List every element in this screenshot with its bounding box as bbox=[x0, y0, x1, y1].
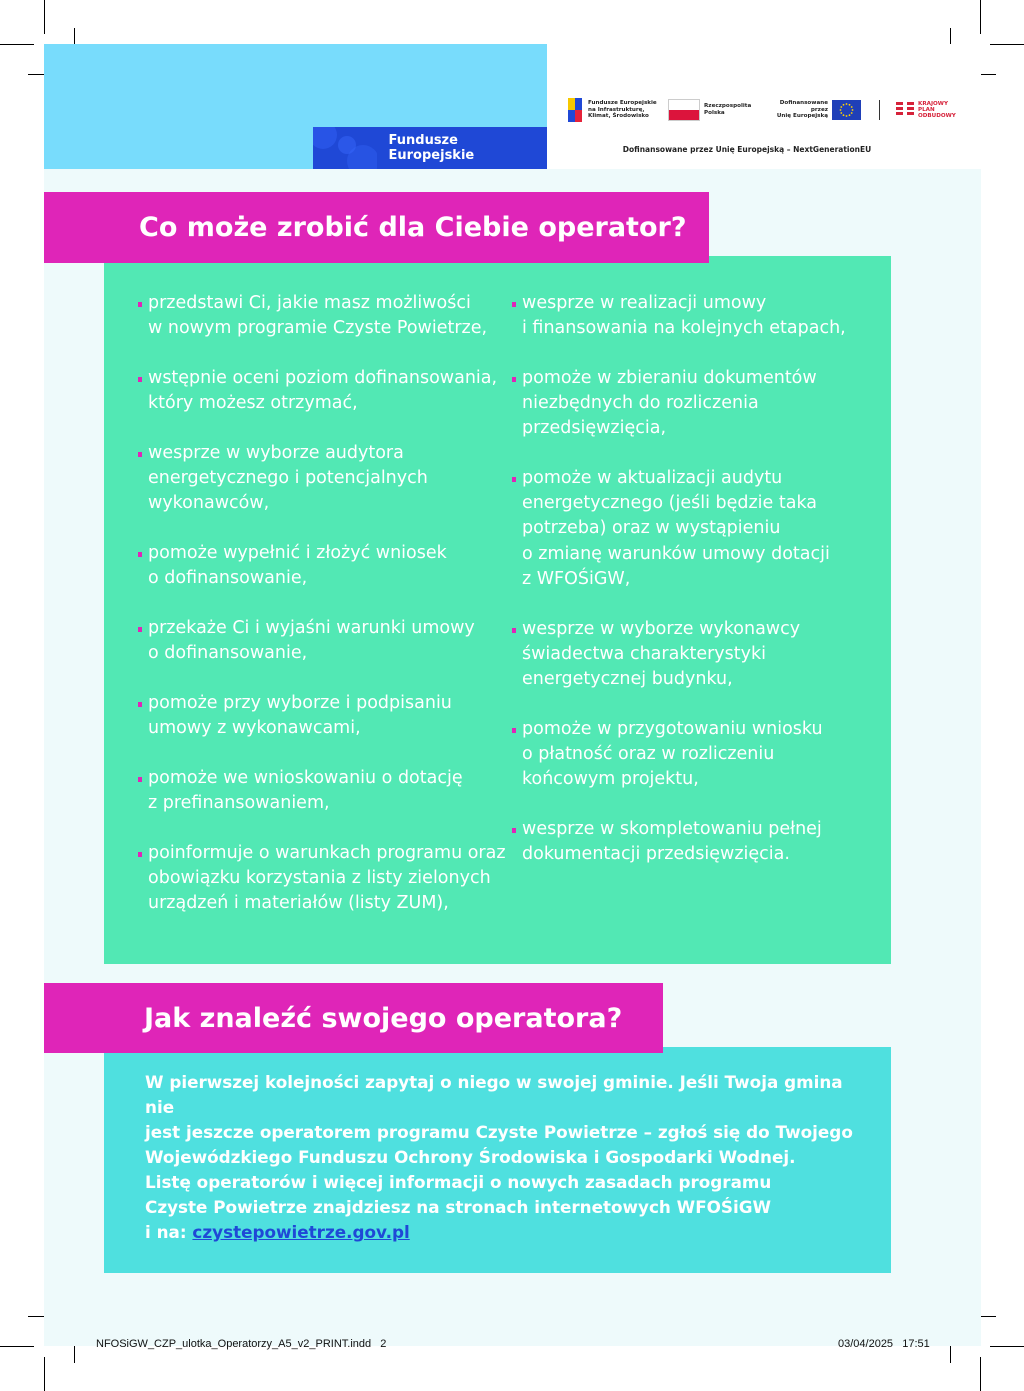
service-list-item bbox=[138, 366, 513, 416]
eu-logo-text: Dofinansowane przez Unię Europejską bbox=[776, 100, 828, 120]
service-list-item bbox=[138, 691, 513, 741]
bullet-icon bbox=[512, 377, 516, 382]
kpo-logo-icon bbox=[896, 101, 914, 119]
czystepowietrze-link[interactable]: czystepowietrze.gov.pl bbox=[192, 1222, 410, 1242]
section2-heading bbox=[44, 983, 663, 1053]
bullet-icon bbox=[512, 477, 516, 482]
section2-title: Jak znaleźć swojego operatora? bbox=[144, 1002, 623, 1034]
fe-logo-text: Fundusze Europejskie na Infrastrukturę, Klimat, Środowisko bbox=[588, 100, 657, 120]
bullet-icon bbox=[138, 777, 142, 782]
service-list-item bbox=[512, 817, 872, 867]
service-list-item bbox=[512, 466, 872, 592]
kpo-logo-text: KRAJOWY PLAN ODBUDOWY bbox=[918, 100, 956, 120]
find-operator-paragraph-2 bbox=[145, 1170, 865, 1245]
service-item-text: wesprze w wyborze wykonawcy świadectwa charakterystyki energetycznej budynku, bbox=[522, 618, 801, 689]
services-list-left bbox=[138, 291, 513, 941]
service-list-item bbox=[512, 366, 872, 442]
eu-flag-icon bbox=[832, 100, 861, 120]
services-list-right bbox=[512, 291, 872, 892]
bullet-icon bbox=[512, 828, 516, 833]
service-item-text: przekaże Ci i wyjaśni warunki umowy o dofinansowanie, bbox=[148, 617, 475, 664]
section1-title: Co może zrobić dla Ciebie operator? bbox=[139, 212, 687, 243]
service-list-item bbox=[512, 717, 872, 793]
pl-logo-text: Rzeczpospolita Polska bbox=[704, 103, 752, 116]
bullet-icon bbox=[512, 302, 516, 307]
service-item-text: poinformuje o warunkach programu oraz obowiązku korzystania z listy zielonych urządzeń i materiałów (listy ZUM), bbox=[148, 842, 506, 913]
crop-mark bbox=[44, 0, 45, 34]
crop-mark bbox=[990, 44, 1024, 45]
service-item-text: pomoże w zbieraniu dokumentów niezbędnych do rozliczenia przedsięwzięcia, bbox=[522, 367, 817, 439]
service-list-item bbox=[512, 291, 872, 341]
bullet-icon bbox=[138, 452, 142, 457]
fe-badge-label: Fundusze Europejskie bbox=[388, 133, 475, 163]
service-list-item bbox=[138, 291, 513, 341]
crop-mark bbox=[44, 1357, 45, 1391]
crop-mark bbox=[980, 0, 981, 34]
funding-statement: Dofinansowane przez Unię Europejską – NextGenerationEU bbox=[622, 145, 872, 154]
crop-mark bbox=[980, 1357, 981, 1391]
bullet-icon bbox=[138, 702, 142, 707]
crop-mark bbox=[0, 44, 34, 45]
service-list-item bbox=[512, 617, 872, 693]
service-item-text: pomoże wypełnić i złożyć wniosek o dofinansowanie, bbox=[148, 542, 447, 589]
fundusze-europejskie-badge bbox=[313, 127, 547, 169]
eu-stars-icon bbox=[313, 127, 377, 169]
crop-mark bbox=[990, 1346, 1024, 1347]
bullet-icon bbox=[138, 377, 142, 382]
service-list-item bbox=[138, 766, 513, 816]
print-slug-filename: NFOSiGW_CZP_ulotka_Operatorzy_A5_v2_PRINT.indd 2 bbox=[96, 1338, 387, 1350]
paragraph-2-text: Listę operatorów i więcej informacji o nowych zasadach programu Czyste Powietrze znajdziesz na stronach internetowych WFOŚiGW i na: bbox=[145, 1172, 772, 1242]
service-list-item bbox=[138, 541, 513, 591]
bullet-icon bbox=[138, 552, 142, 557]
partner-logos bbox=[568, 98, 956, 122]
service-item-text: pomoże w przygotowaniu wniosku o płatność oraz w rozliczeniu końcowym projektu, bbox=[522, 718, 823, 790]
bullet-icon bbox=[512, 728, 516, 733]
print-slug-datetime: 03/04/2025 17:51 bbox=[838, 1338, 930, 1350]
logo-divider bbox=[879, 100, 880, 120]
service-item-text: przedstawi Ci, jakie masz możliwości w nowym programie Czyste Powietrze, bbox=[148, 293, 488, 339]
bullet-icon bbox=[138, 302, 142, 307]
service-item-text: wesprze w realizacji umowy i finansowania na kolejnych etapach, bbox=[522, 293, 846, 339]
service-item-text: pomoże we wnioskowaniu o dotację z prefinansowaniem, bbox=[148, 767, 463, 813]
service-item-text: pomoże przy wyborze i podpisaniu umowy z wykonawcami, bbox=[148, 692, 452, 738]
service-list-item bbox=[138, 841, 513, 917]
service-list-item bbox=[138, 616, 513, 666]
section1-heading bbox=[44, 192, 709, 263]
bullet-icon bbox=[512, 628, 516, 633]
bullet-icon bbox=[138, 627, 142, 632]
crop-mark bbox=[0, 1346, 34, 1347]
find-operator-paragraph-1: W pierwszej kolejności zapytaj o niego w swojej gminie. Jeśli Twoja gmina nie jest jeszcze operatorem programu Czyste Powietrze – zgłoś się do Twojego Wojewódzkiego Funduszu Ochrony Środowiska i Gospodarki Wodnej. bbox=[145, 1072, 853, 1167]
poland-flag-icon bbox=[668, 99, 700, 121]
service-list-item bbox=[138, 441, 513, 517]
service-item-text: wstępnie oceni poziom dofinansowania, który możesz otrzymać, bbox=[148, 367, 498, 414]
fe-logo-icon bbox=[568, 98, 582, 122]
service-item-text: wesprze w skompletowaniu pełnej dokumentacji przedsięwzięcia. bbox=[522, 818, 822, 864]
bullet-icon bbox=[138, 852, 142, 857]
service-item-text: wesprze w wyborze audytora energetycznego i potencjalnych wykonawców, bbox=[148, 442, 428, 514]
service-item-text: pomoże w aktualizacji audytu energetycznego (jeśli będzie taka potrzeba) oraz w wystąpieniu o zmianę warunków umowy dotacji z WFOŚiGW, bbox=[522, 468, 830, 589]
